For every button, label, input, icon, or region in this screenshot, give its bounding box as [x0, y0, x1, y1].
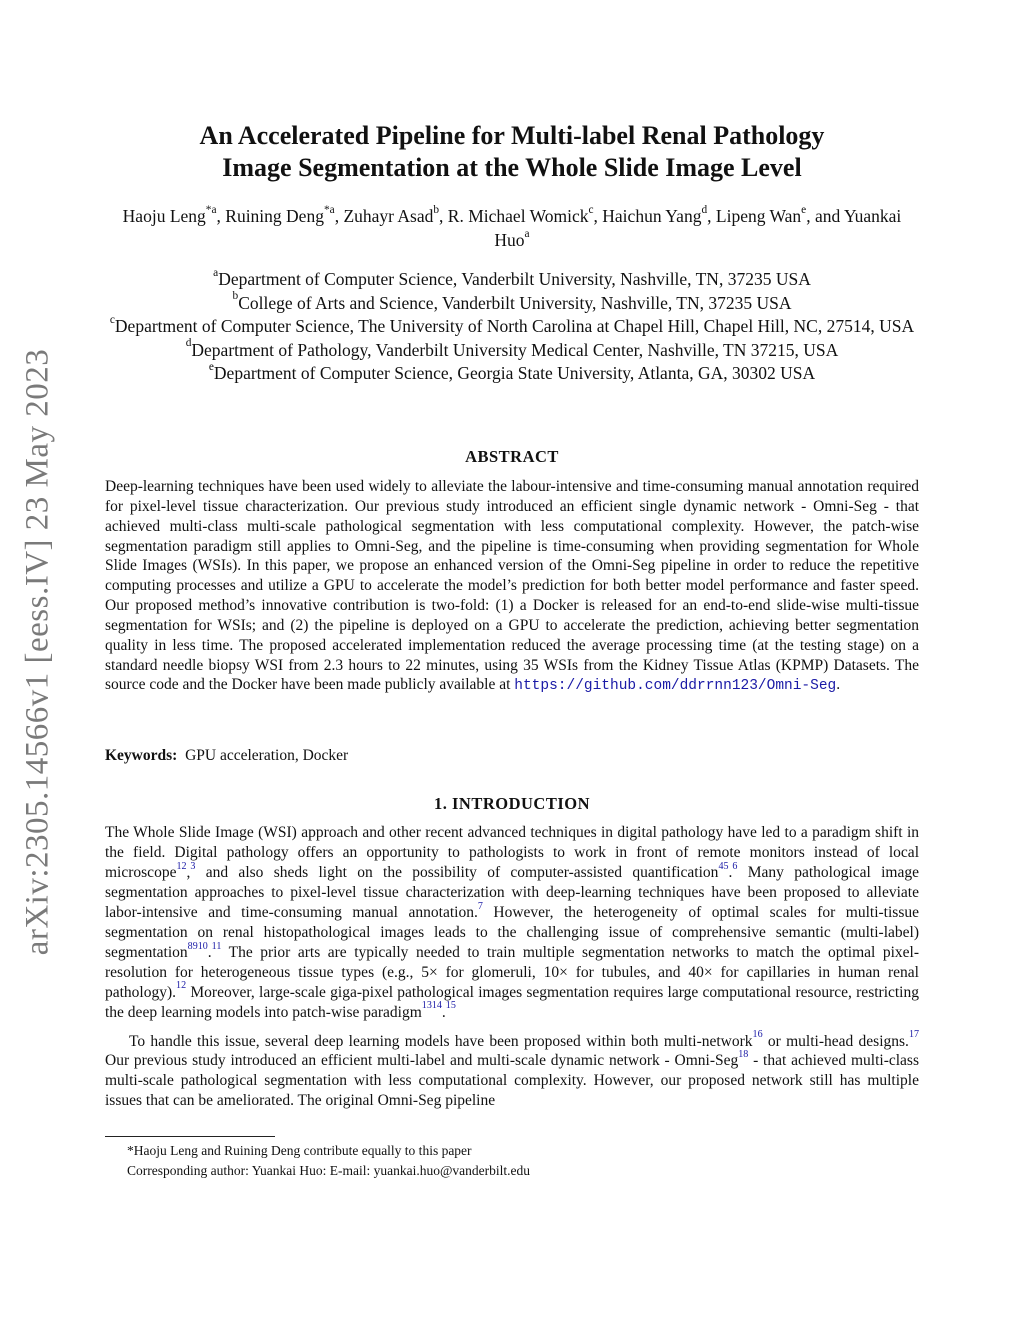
affiliation-mark: e: [208, 360, 214, 373]
footnote: *Haoju Leng and Ruining Deng contribute equally to this paper: [127, 1143, 472, 1158]
author-name: Haichun Yang: [602, 206, 702, 226]
footnote: Corresponding author: Yuankai Huo: E-mail: yuankai.huo@vanderbilt.edu: [127, 1162, 530, 1178]
paragraph-text: or multi-head designs.: [762, 1032, 909, 1050]
citation[interactable]: 18: [738, 1049, 749, 1061]
affiliation-mark: b: [232, 290, 239, 303]
author-list: Haoju Leng$^{*a}$, Ruining Deng$^{*a}$, Zuhayr Asad$^b$, R. Michael Womick$^c$, Haichun Yang$^d$, Lipeng Wan$^e$, and Yuankai Huo$^a$: [122, 203, 902, 250]
author-name: Haoju Leng: [122, 206, 206, 226]
affiliation-text: Department of Computer Science, The University of North Carolina at Chapel Hill, Chapel Hill, NC, 27514, USA: [114, 316, 915, 336]
title-line-1: An Accelerated Pipeline for Multi-label Renal Pathology: [199, 121, 825, 150]
paragraph-text: However, the heterogeneity of optimal scales for multi-tissue segmentation on renal histopathological images leads to the challenging issue of comprehensive semantic (multi-label) segmentation: [105, 903, 919, 961]
affiliation-mark: d: [185, 337, 192, 350]
citation[interactable]: 45: [718, 860, 729, 872]
affiliation-text: Department of Computer Science, Vanderbilt University, Nashville, TN, 37235 USA: [218, 269, 811, 289]
author-affiliation-mark: *a: [205, 203, 217, 216]
affiliation-list: [105, 268, 919, 386]
author-name: Ruining Deng: [225, 206, 324, 226]
paragraph-text: .: [441, 1003, 446, 1021]
abstract-text: Deep-learning techniques have been used widely to alleviate the labour-intensive and time-consuming manual annotation required for pixel-level tissue characterization. Our previous study introduced an efficient single dynamic network - Omni-Seg - that achieved multi-class multi-scale pathological segmentation with less computational complexity. However, the patch-wise segmentation paradigm still applies to Omni-Seg, and the pipeline is time-consuming when providing segmentation for Whole Slide Images (WSIs). In this paper, we propose an enhanced version of the Omni-Seg pipeline in order to reduce the repetitive computing processes and utilize a GPU to accelerate the model’s prediction for both better model performance and faster speed. Our proposed method’s innovative contribution is two-fold: (1) a Docker is released for an end-to-end slide-wise multi-tissue segmentation for WSIs; and (2) the pipeline is deployed on a GPU to accelerate the prediction, achieving better segmentation quality in less time. The proposed accelerated implementation reduced the average processing time (at the testing stage) on a standard needle biopsy WSI from 2.3 hours to 22 minutes, using 35 WSIs from the Kidney Tissue Atlas (KPMP) Datasets. The source code and the Docker have been made publicly available at: [105, 478, 919, 694]
intro-paragraph-1: [105, 823, 919, 1023]
affiliation-text: Department of Pathology, Vanderbilt University Medical Center, Nashville, TN 37215, USA: [191, 339, 839, 360]
author-name: Zuhayr Asad: [343, 206, 434, 226]
paragraph-text: The prior arts are typically needed to train multiple segmentation networks to match the optimal pixel-resolution for heterogeneous tissue types (e.g., 5× for glomeruli, 10× for tubules, and 40× for capillaries in human renal pathology).: [105, 943, 919, 1001]
paragraph-text: and also sheds light on the possibility of computer-assisted quantification: [195, 863, 719, 881]
arxiv-identifier: arXiv:2305.14566v1 [eess.IV] 23 May 2023: [19, 348, 56, 956]
author-name: Lipeng Wan: [715, 206, 802, 226]
citation[interactable]: 3: [190, 860, 196, 872]
affiliation: [105, 292, 919, 316]
citation[interactable]: 7: [477, 900, 483, 912]
introduction-heading: 1. INTRODUCTION: [433, 794, 591, 813]
paragraph-text: .: [207, 943, 212, 961]
paragraph-text: .: [728, 863, 733, 881]
paragraph-text: ,: [186, 863, 191, 881]
citation[interactable]: 12: [176, 980, 187, 992]
abstract-body: [105, 477, 919, 697]
paragraph-text: Our previous study introduced an efficient multi-label and multi-scale dynamic network - Omni-Seg: [105, 1052, 739, 1070]
author-affiliation-mark: b: [433, 203, 440, 216]
footnote-rule: [105, 1136, 275, 1137]
keywords-label: Keywords:: [105, 747, 178, 764]
abstract-heading: ABSTRACT: [465, 447, 559, 466]
paper-title: [105, 120, 919, 184]
affiliation-mark: a: [213, 266, 219, 279]
intro-paragraph-2: [105, 1029, 919, 1112]
citation[interactable]: 1314: [421, 1000, 442, 1012]
source-code-link[interactable]: https://github.com/ddrrnn123/Omni-Seg: [514, 678, 837, 695]
affiliation-text: Department of Computer Science, Georgia State University, Atlanta, GA, 30302 USA: [213, 363, 816, 383]
abstract-end: .: [836, 676, 841, 694]
affiliation: [105, 362, 919, 386]
title-line-2: Image Segmentation at the Whole Slide Image Level: [222, 153, 802, 182]
affiliation-mark: c: [109, 313, 115, 326]
author-name: R. Michael Womick: [447, 206, 589, 226]
author-affiliation-mark: *a: [323, 203, 335, 216]
footnotes: [127, 1141, 917, 1180]
citation[interactable]: 16: [752, 1029, 763, 1041]
paragraph-text: Moreover, large-scale giga-pixel pathological images segmentation requires large computational resource, restricting the deep learning models into patch-wise paradigm: [105, 983, 919, 1021]
affiliation-text: College of Arts and Science, Vanderbilt University, Nashville, TN, 37235 USA: [238, 292, 792, 313]
paragraph-text: Many pathological image segmentation approaches to pixel-level tissue characterization with deep-learning techniques have been proposed to alleviate labor-intensive and time-consuming manual annotation.: [105, 863, 920, 921]
paragraph-text: - that achieved multi-class multi-scale pathological segmentation with less computational complexity. However, our proposed network still has multiple issues that can be ameliorated. The original Omni-Seg pipeline: [105, 1052, 919, 1110]
affiliation: [105, 315, 919, 339]
paragraph-text: The Whole Slide Image (WSI) approach and other recent advanced techniques in digital pathology have led to a paradigm shift in the field. Digital pathology offers an opportunity to pathologists to work in front of remote monitors instead of local microscope: [105, 824, 919, 881]
citation[interactable]: 6: [732, 860, 738, 872]
author-name: Yuankai Huo: [494, 206, 902, 250]
citation[interactable]: 8910: [187, 940, 208, 952]
citation[interactable]: 17: [908, 1029, 919, 1041]
citation[interactable]: 12: [176, 860, 187, 872]
author-affiliation-mark: e: [801, 203, 807, 216]
keywords: [105, 747, 919, 765]
citation[interactable]: 15: [445, 1000, 456, 1012]
author-affiliation-mark: c: [588, 203, 594, 216]
introduction-body: [105, 823, 919, 1111]
citation[interactable]: 11: [211, 940, 222, 952]
affiliation: [105, 339, 919, 363]
author-affiliation-mark: d: [701, 203, 708, 216]
author-affiliation-mark: a: [524, 227, 530, 240]
affiliation: [105, 268, 919, 292]
paragraph-text: To handle this issue, several deep learning models have been proposed within both multi-network: [129, 1032, 753, 1050]
keywords-text: GPU acceleration, Docker: [185, 747, 349, 764]
